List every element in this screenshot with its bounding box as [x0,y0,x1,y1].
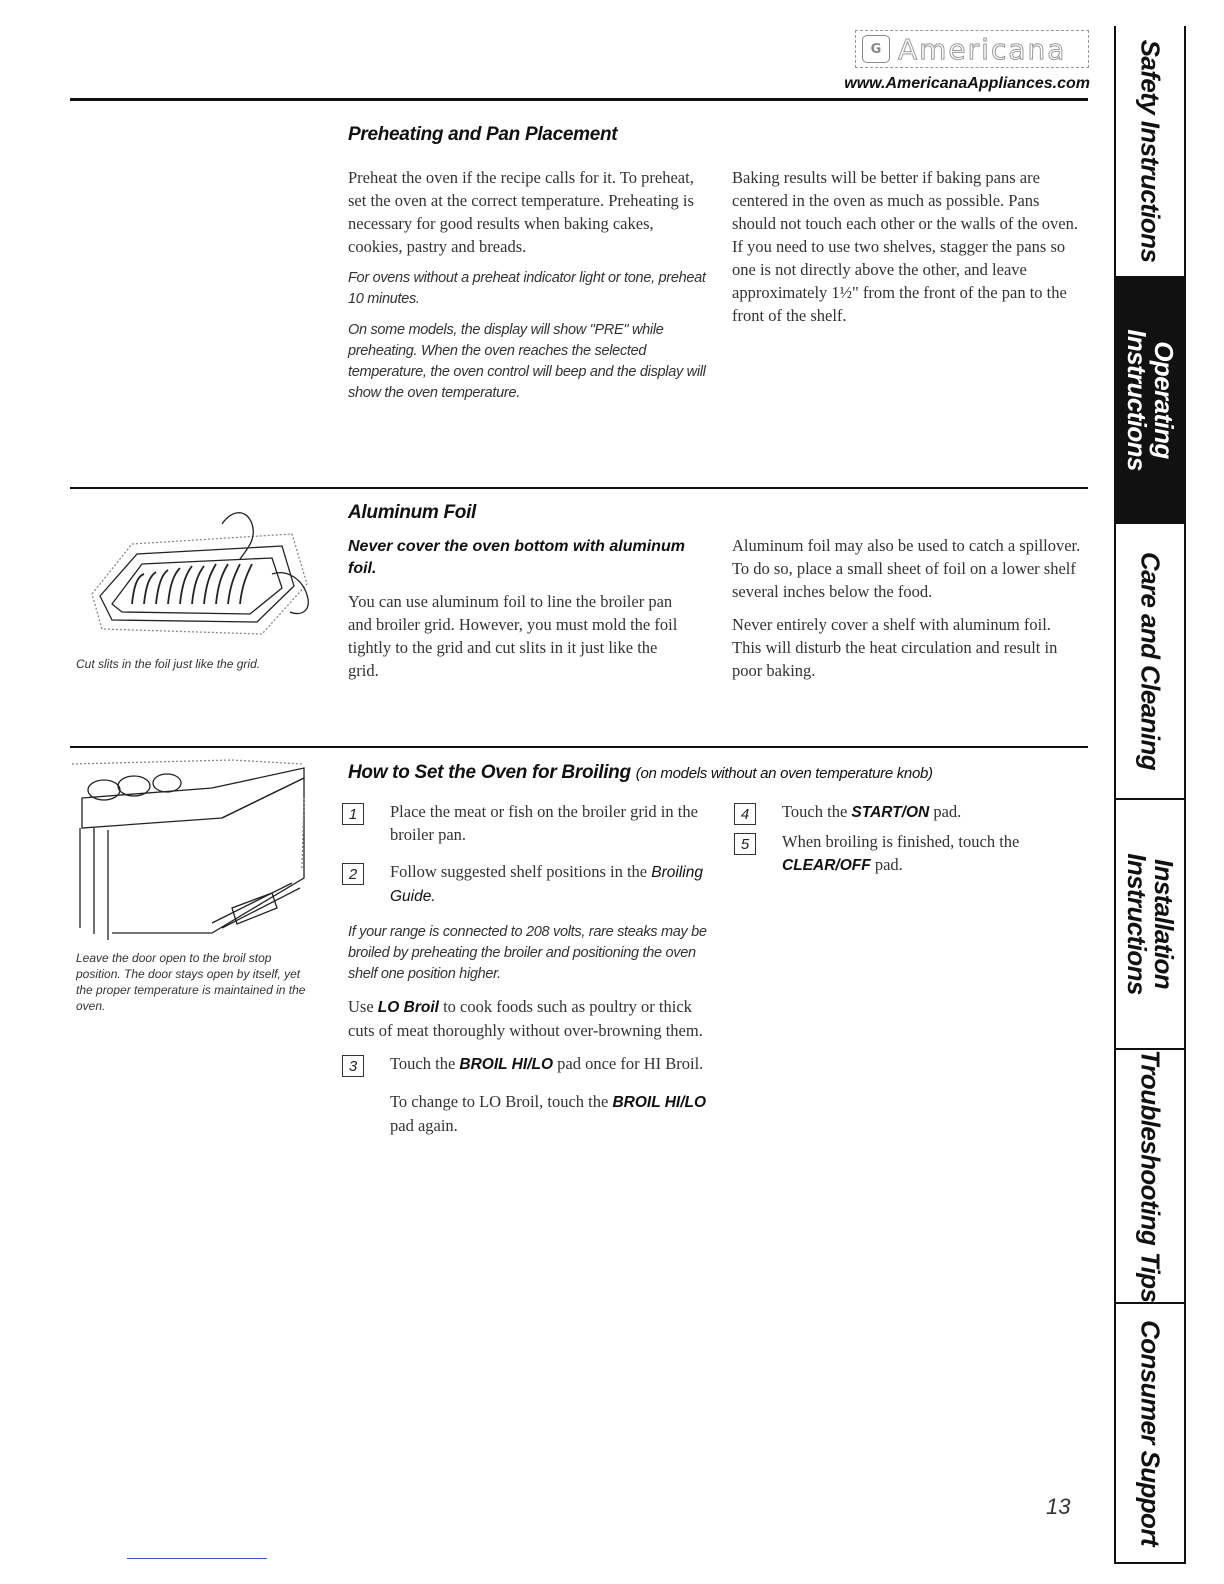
tab-safety-line1: Safety Instructions [1135,39,1166,263]
change-lo-broil-para [342,1090,712,1137]
clear-off-pad-label: CLEAR/OFF [782,857,871,874]
lo-broil-para [348,995,712,1042]
broil-step-4 [734,800,1084,824]
tab-operating-line1: Operating [1149,341,1179,459]
broil-title-line [348,762,1088,784]
lo-broil-key: LO Broil [377,999,439,1016]
step-2-number: 2 [342,863,364,885]
broil-subtitle: (on models without an oven temperature knob) [635,765,933,782]
broil-step-3 [342,1052,712,1076]
step-4-post: pad. [933,802,962,821]
foil-warning: Never cover the oven bottom with aluminum foil. [348,538,685,577]
tab-care-and-cleaning[interactable] [1116,524,1184,800]
tab-installation-instructions[interactable] [1116,800,1184,1050]
preheating-title: Preheating and Pan Placement [348,124,618,145]
step-5-pre: When broiling is finished, touch the [782,832,1020,851]
step-5-post: pad. [874,855,903,874]
foil-right-column [732,534,1084,692]
oven-door-broil-stop-illustration [72,758,312,944]
broil-hilo-pad-label: BROIL HI/LO [459,1056,553,1073]
broiling-guide-ref: Broiling Guide. [390,864,703,905]
broil-caption: Leave the door open to the broil stop position. The door stays open by itself, yet the proper temperature is maintained in the oven. [76,951,306,1013]
change-post: pad again. [390,1116,458,1135]
header-rule [70,98,1088,101]
change-pre: To change to LO Broil, touch the [390,1092,609,1111]
tab-installation-line2: Instructions [1122,853,1152,995]
logo-mark-icon: G [862,35,890,63]
pre-display-note: On some models, the display will show "PRE" while preheating. When the oven reaches the selected temperature, the oven control will beep and the display will show the oven temperature. [348,322,706,401]
preheat-time-note: For ovens without a preheat indicator light or tone, preheat 10 minutes. [348,270,706,307]
step-3-pre: Touch the [390,1054,456,1073]
step-3-post: pad once for HI Broil. [557,1054,704,1073]
foil-caption: Cut slits in the foil just like the grid. [76,657,261,671]
tab-operating-label [1123,329,1177,471]
step-1-text: Place the meat or fish on the broiler grid in the broiler pan. [390,802,698,844]
tab-consumer-label [1137,1320,1164,1546]
lo-broil-pre: Use [348,997,374,1016]
step-3-number: 3 [342,1055,364,1077]
preheating-para: Preheat the oven if the recipe calls for it. To preheat, set the oven at the correct temperature. Preheating is necessary for good results when baking cakes, cookies, pastry and breads. [348,168,694,256]
foil-title: Aluminum Foil [348,502,477,523]
tab-troubleshooting-tips[interactable] [1116,1050,1184,1304]
page-number: 13 [1046,1494,1071,1519]
broil-step-2 [342,860,712,908]
broil-step-5 [734,830,1084,877]
broiler-pan-foil-illustration [72,504,312,644]
tab-installation-label [1123,853,1177,995]
lo-broil-post: to cook foods such as poultry or thick cuts of meat thoroughly without over-browning them. [348,997,703,1040]
tab-safety-label [1137,40,1164,263]
tab-troubleshooting-label [1137,1050,1164,1303]
step-4-pre: Touch the [782,802,848,821]
tab-troubleshooting-line1: Troubleshooting Tips [1135,1049,1166,1303]
section-tab-sidebar [1114,26,1186,1564]
broil-step-1 [342,800,712,846]
section-rule-broil [70,746,1088,748]
foil-para2: Aluminum foil may also be used to catch a spillover. To do so, place a small sheet of foil on a lower shelf several inches below the food. [732,536,1081,601]
pan-placement-column [732,166,1084,337]
foil-para1: You can use aluminum foil to line the broiler pan and broiler grid. However, you must mold the foil tightly to the grid and cut slits in it just like the grid. [348,592,678,680]
broil-left-column [342,800,712,1147]
step-2-text: Follow suggested shelf positions in the [390,862,648,881]
americana-logo [855,30,1089,68]
broil-right-column [734,800,1084,891]
tab-installation-line1: Installation [1149,858,1179,990]
foil-para3: Never entirely cover a shelf with aluminum foil. This will disturb the heat circulation and result in poor baking. [732,615,1058,680]
preheating-left-column [348,166,708,414]
step-4-number: 4 [734,803,756,825]
pan-placement-para: Baking results will be better if baking pans are centered in the oven as much as possible. Pans should not touch each other or the walls of the oven. If you need to use two shelves, stagger the pans so one is not directly above the other, and leave approximately 1½" from the front of the pan to the front of the shelf. [732,168,1078,325]
start-on-pad-label: START/ON [851,804,930,821]
step-5-number: 5 [734,833,756,855]
tab-safety-instructions[interactable] [1116,26,1184,278]
broil-title: How to Set the Oven for Broiling [348,762,631,783]
208-volts-note: If your range is connected to 208 volts, rare steaks may be broiled by preheating the broiler and positioning the oven shelf one position higher. [348,924,707,982]
tab-operating-line2: Instructions [1122,329,1152,471]
tab-consumer-line1: Consumer Support [1135,1320,1166,1546]
tab-consumer-support[interactable] [1116,1304,1184,1564]
bottom-link-underline [127,1558,267,1559]
tab-operating-instructions[interactable] [1116,278,1184,524]
broil-hilo-pad-label-2: BROIL HI/LO [612,1094,707,1111]
tab-care-line1: Care and Cleaning [1135,551,1166,771]
tab-care-label [1137,552,1164,770]
step-1-number: 1 [342,803,364,825]
section-rule-foil [70,487,1088,489]
logo-wordmark: Americana [898,32,1067,66]
foil-left-column [348,536,688,692]
website-url[interactable]: www.AmericanaAppliances.com [844,75,1090,92]
